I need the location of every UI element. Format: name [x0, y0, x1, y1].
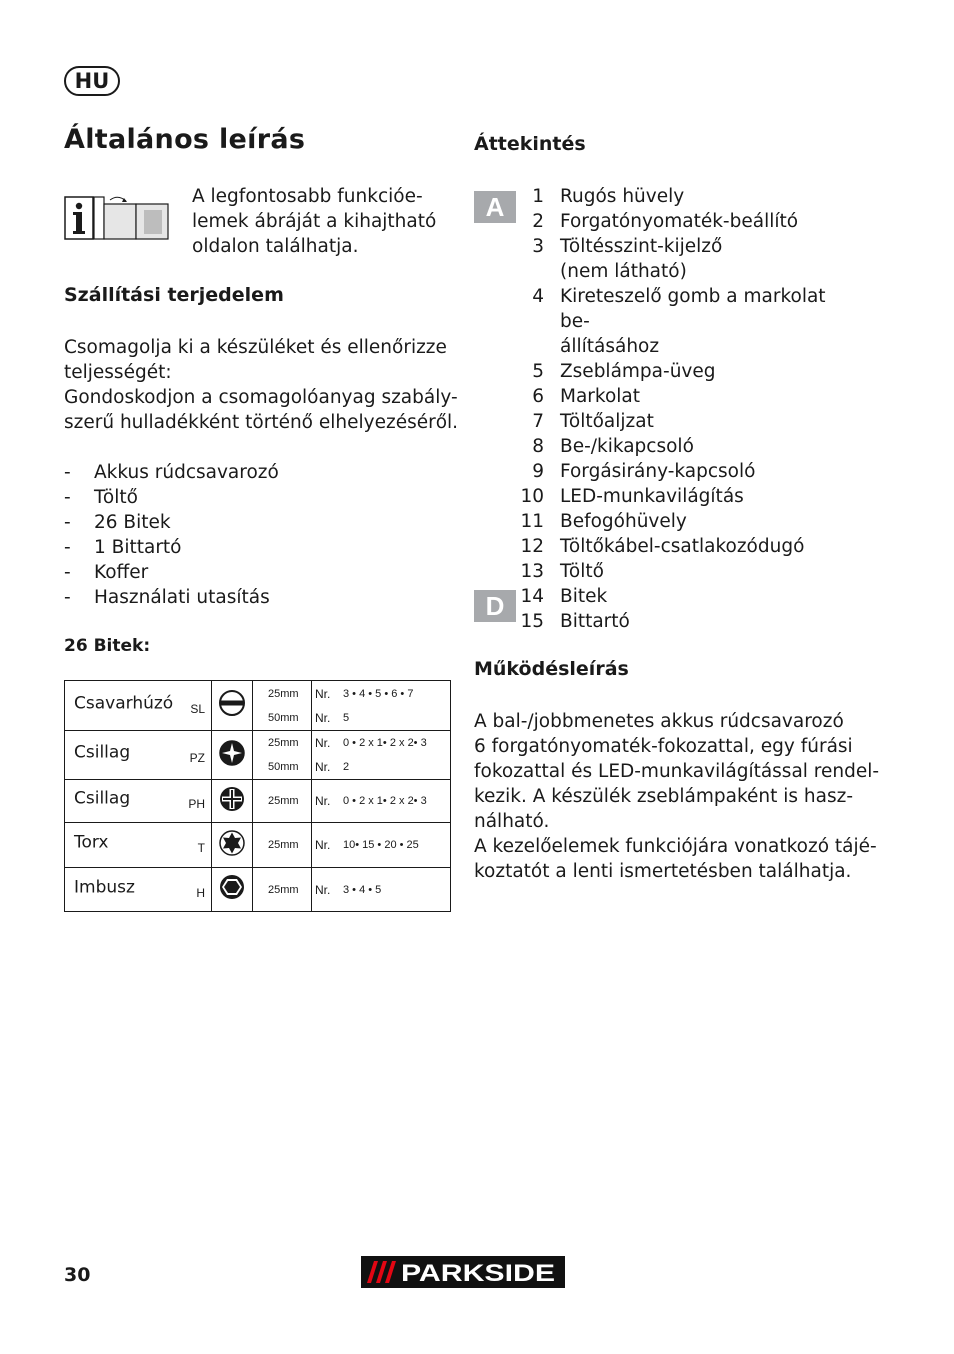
bit-type-name: Imbusz — [74, 877, 135, 898]
list-item: - 1 Bittartó — [64, 537, 182, 558]
table-row — [65, 868, 451, 912]
bits-table — [64, 680, 451, 912]
nr-label: Nr. — [315, 838, 331, 852]
bit-size: 25mm — [268, 839, 299, 851]
scope-list — [64, 460, 279, 610]
foldout-info-icon — [64, 192, 174, 244]
list-item: 11 Befogóhüvely — [520, 511, 687, 532]
bit-type-name: Csillag — [74, 788, 131, 809]
bit-numbers: 3 • 4 • 5 • 6 • 7 — [343, 687, 414, 700]
bit-size: 25mm — [268, 795, 299, 807]
figure-badge-d: D — [474, 590, 516, 622]
list-item: 3 Töltésszint-kijelző — [532, 236, 723, 257]
function-heading: Működésleírás — [474, 658, 629, 680]
overview-heading: Áttekintés — [474, 133, 586, 155]
page-number: 30 — [64, 1264, 91, 1286]
list-item: 1 Rugós hüvely — [532, 186, 685, 207]
overview-list-a — [510, 184, 860, 584]
slotted-bit-icon — [218, 704, 246, 721]
list-item: - 26 Bitek — [64, 512, 171, 533]
bit-type-abbr: SL — [190, 701, 205, 716]
pozidriv-bit-icon — [218, 754, 246, 771]
list-item: 6 Markolat — [532, 386, 641, 407]
list-item: - Használati utasítás — [64, 587, 270, 608]
bit-size: 25mm — [268, 883, 299, 896]
bit-size: 25mm — [268, 687, 299, 700]
list-item: 10 LED-munkavilágítás — [520, 486, 744, 507]
torx-bit-icon — [218, 844, 246, 861]
list-item: állításához — [560, 336, 660, 357]
list-item: - Töltő — [64, 487, 138, 508]
list-item: - Akkus rúdcsavarozó — [64, 462, 279, 483]
nr-label: Nr. — [315, 760, 331, 774]
bit-type-abbr: PH — [188, 796, 205, 811]
bit-numbers: 0 • 2 x 1• 2 x 2• 3 — [343, 795, 427, 807]
bit-numbers: 5 — [343, 711, 350, 724]
list-item: - Koffer — [64, 562, 149, 583]
bit-numbers: 2 — [343, 761, 350, 773]
bit-size: 25mm — [268, 737, 299, 749]
page-title: Általános leírás — [64, 124, 306, 155]
bit-type-name: Csavarhúzó — [74, 693, 174, 714]
list-item: 4 Kireteszelő gomb a markolat be- — [532, 286, 826, 332]
nr-label: Nr. — [315, 710, 331, 725]
table-row — [65, 823, 451, 868]
list-item: 13 Töltő — [520, 561, 604, 582]
language-badge: HU — [64, 66, 120, 96]
list-item: 15 Bittartó — [520, 611, 630, 632]
parkside-logo — [361, 1256, 565, 1288]
list-item: 5 Zseblámpa-üveg — [532, 361, 716, 382]
bit-type-abbr: PZ — [189, 750, 205, 765]
nr-label: Nr. — [315, 736, 331, 750]
nr-label: Nr. — [315, 794, 331, 808]
bit-size: 50mm — [268, 711, 299, 724]
phillips-bit-icon — [218, 800, 246, 817]
list-item: 9 Forgásirány-kapcsoló — [532, 461, 756, 482]
table-row — [65, 681, 451, 731]
list-item: 14 Bitek — [520, 586, 608, 607]
bits-heading: 26 Bitek: — [64, 636, 151, 656]
nr-label: Nr. — [315, 882, 331, 897]
list-item: 7 Töltőaljzat — [532, 411, 654, 432]
overview-list-d — [510, 584, 860, 634]
bit-type-name: Torx — [74, 832, 109, 853]
bit-type-name: Csillag — [74, 742, 131, 763]
bit-size: 50mm — [268, 761, 299, 773]
nr-label: Nr. — [315, 686, 331, 701]
figure-badge-a: A — [474, 191, 516, 223]
scope-paragraph: Csomagolja ki a készüléket és ellenőrizze teljességét: Gondoskodjon a csomagolóanyag szabály- szerű hulladékként történő elhelyezéséről. — [64, 337, 459, 433]
brand-wordmark: PARKSIDE — [401, 1260, 555, 1287]
list-item: 12 Töltőkábel-csatlakozódugó — [520, 536, 805, 557]
foldout-hint-text: A legfontosabb funkcióe- lemek ábráját a kihajtható oldalon találhatja. — [192, 186, 437, 257]
bit-numbers: 3 • 4 • 5 — [343, 883, 382, 896]
table-row — [65, 780, 451, 823]
list-item: 8 Be-/kikapcsoló — [532, 436, 694, 457]
bit-type-abbr: T — [197, 840, 205, 855]
hex-bit-icon — [218, 888, 246, 905]
list-item: 2 Forgatónyomaték-beállító — [532, 211, 799, 232]
bit-numbers: 0 • 2 x 1• 2 x 2• 3 — [343, 737, 427, 749]
scope-heading: Szállítási terjedelem — [64, 284, 284, 306]
table-row — [65, 731, 451, 780]
list-item: (nem látható) — [560, 261, 687, 282]
bit-type-abbr: H — [196, 885, 205, 900]
function-paragraph: A bal-/jobbmenetes akkus rúdcsavarozó 6 forgatónyomaték-fokozattal, egy fúrási fokozattal és LED-munkavilágítással rendel- kezik. A készülék zseblámpaként is hasz- nálható. A kezelőelemek funkciójára vonatkozó tájé- koztatót a lenti ismertetésben találhatja. — [474, 711, 880, 882]
bit-numbers: 10• 15 • 20 • 25 — [343, 839, 419, 851]
